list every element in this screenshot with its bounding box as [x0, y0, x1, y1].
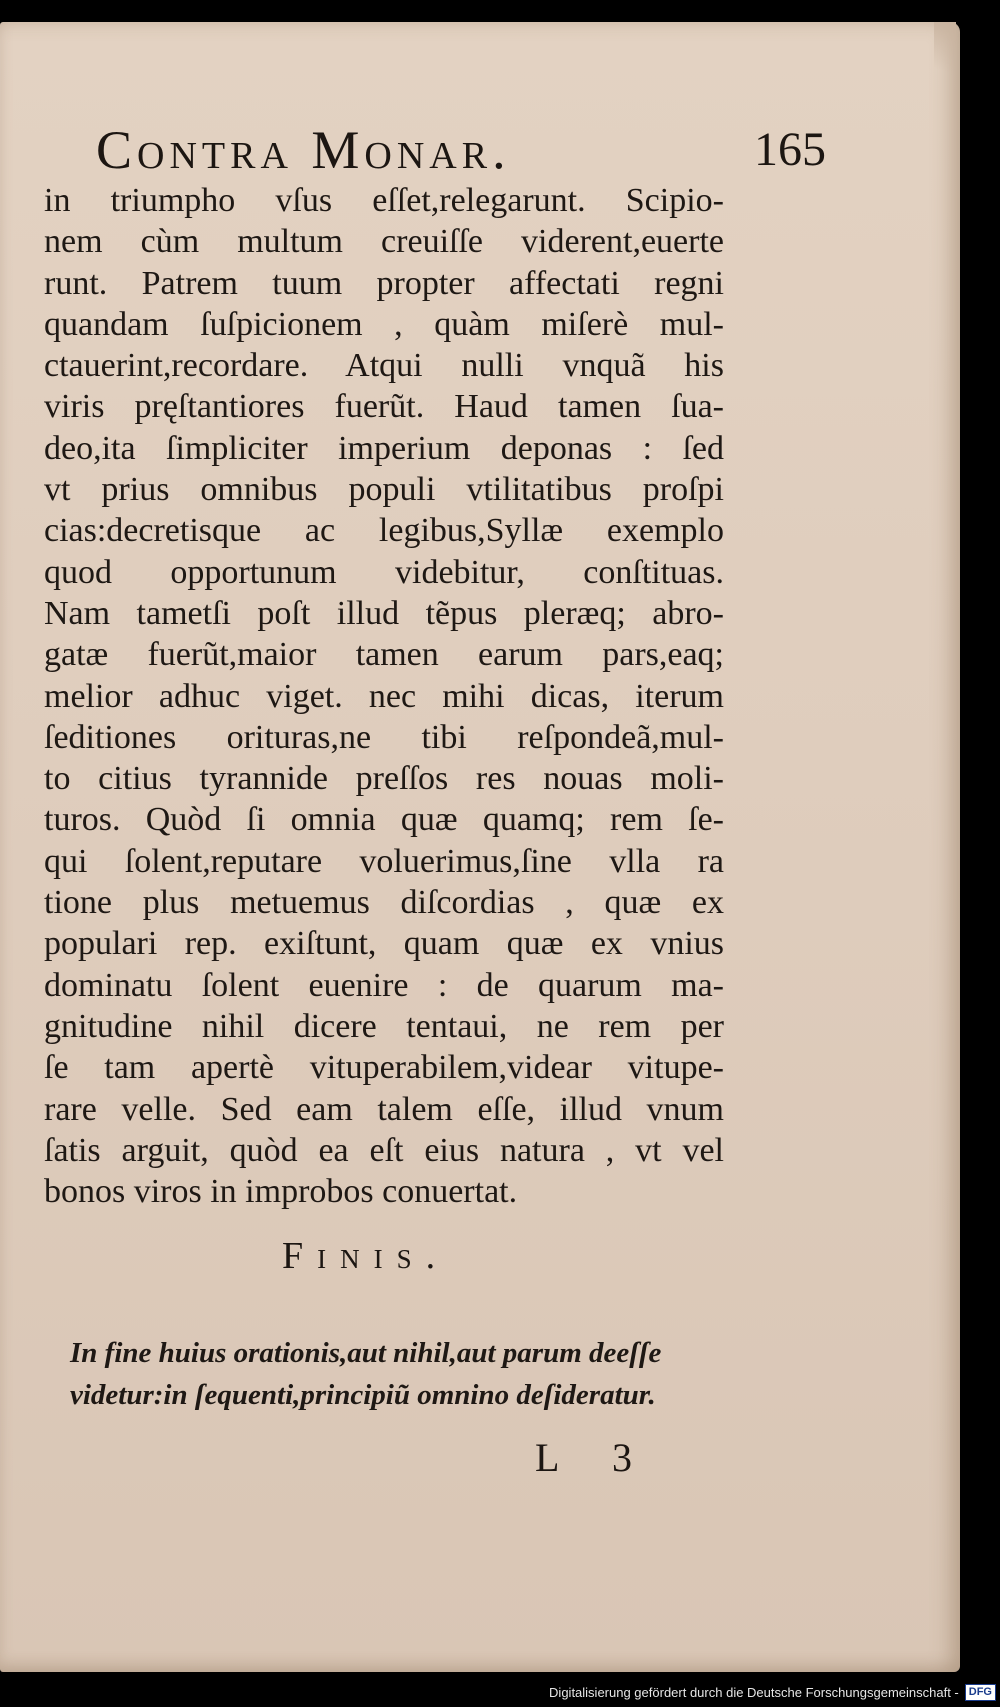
text-line: gatæ fuerũt,maior tamen earum pars,eaq;	[44, 636, 724, 674]
dfg-logo: DFG	[965, 1684, 996, 1701]
text-line: turos. Quòd ſi omnia quæ quamq; rem ſe-	[44, 801, 724, 839]
text-line: runt. Patrem tuum propter affectati regni	[44, 264, 724, 302]
text-line-last: bonos viros in improbos conuertat.	[44, 1173, 518, 1211]
text-line: ſe tam apertè vituperabilem,videar vitupe-	[44, 1049, 724, 1087]
page-corner-shadow	[934, 22, 956, 82]
text-line: nem cùm multum creuiſſe viderent,euerte	[44, 223, 724, 261]
body-text	[44, 180, 724, 1212]
text-line: tione plus metuemus diſcordias , quæ ex	[44, 884, 724, 922]
text-line: gnitudine nihil dicere tentaui, ne rem per	[44, 1007, 724, 1045]
text-line: ſatis arguit, quòd ea eſt eius natura , vt vel	[44, 1131, 724, 1169]
text-line: Nam tametſi poſt illud tẽpus pleræq; abro-	[44, 594, 724, 632]
text-line: quandam ſuſpicionem , quàm miſerè mul-	[44, 305, 724, 343]
text-line: vt prius omnibus populi vtilitatibus proſpi	[44, 471, 724, 509]
text-line: deo,ita ſimpliciter imperium deponas : ſed	[44, 429, 724, 467]
text-line: to citius tyrannide preſſos res nouas moli-	[44, 760, 724, 798]
funding-credit: Digitalisierung gefördert durch die Deutsche Forschungsgemeinschaft -	[549, 1684, 959, 1700]
page-header	[96, 120, 936, 180]
text-line: ſeditiones orituras,ne tibi reſpondeã,mul-	[44, 718, 724, 756]
digitization-footer	[549, 1681, 996, 1703]
book-page	[0, 22, 960, 1672]
text-line: quod opportunum videbitur, conſtituas.	[44, 553, 724, 591]
text-line: in triumpho vſus eſſet,relegarunt. Scipio-	[44, 182, 724, 219]
text-line: dominatu ſolent euenire : de quarum ma-	[44, 966, 724, 1004]
text-line: cias:decretisque ac legibus,Syllæ exemplo	[44, 512, 724, 550]
text-line: viris pręſtantiores fuerũt. Haud tamen ſua-	[44, 388, 724, 426]
text-line: populari rep. exiſtunt, quam quæ ex vnius	[44, 925, 724, 963]
running-title: Contra Monar.	[96, 120, 511, 180]
text-line: melior adhuc viget. nec mihi dicas, iterum	[44, 677, 724, 715]
text-line: rare velle. Sed eam talem eſſe, illud vnum	[44, 1090, 724, 1128]
page-number: 165	[754, 123, 826, 176]
editorial-note	[70, 1332, 710, 1416]
text-line: qui ſolent,reputare voluerimus,ſine vlla ra	[44, 842, 724, 880]
text-line: ctauerint,recordare. Atqui nulli vnquã his	[44, 347, 724, 385]
note-line: videtur:in ſequenti,principiũ omnino deſideratur.	[70, 1379, 656, 1411]
finis-heading: Finis.	[282, 1235, 450, 1277]
note-line: In fine huius orationis,aut nihil,aut parum deeſſe	[70, 1337, 662, 1369]
signature-mark: L 3	[535, 1435, 654, 1480]
